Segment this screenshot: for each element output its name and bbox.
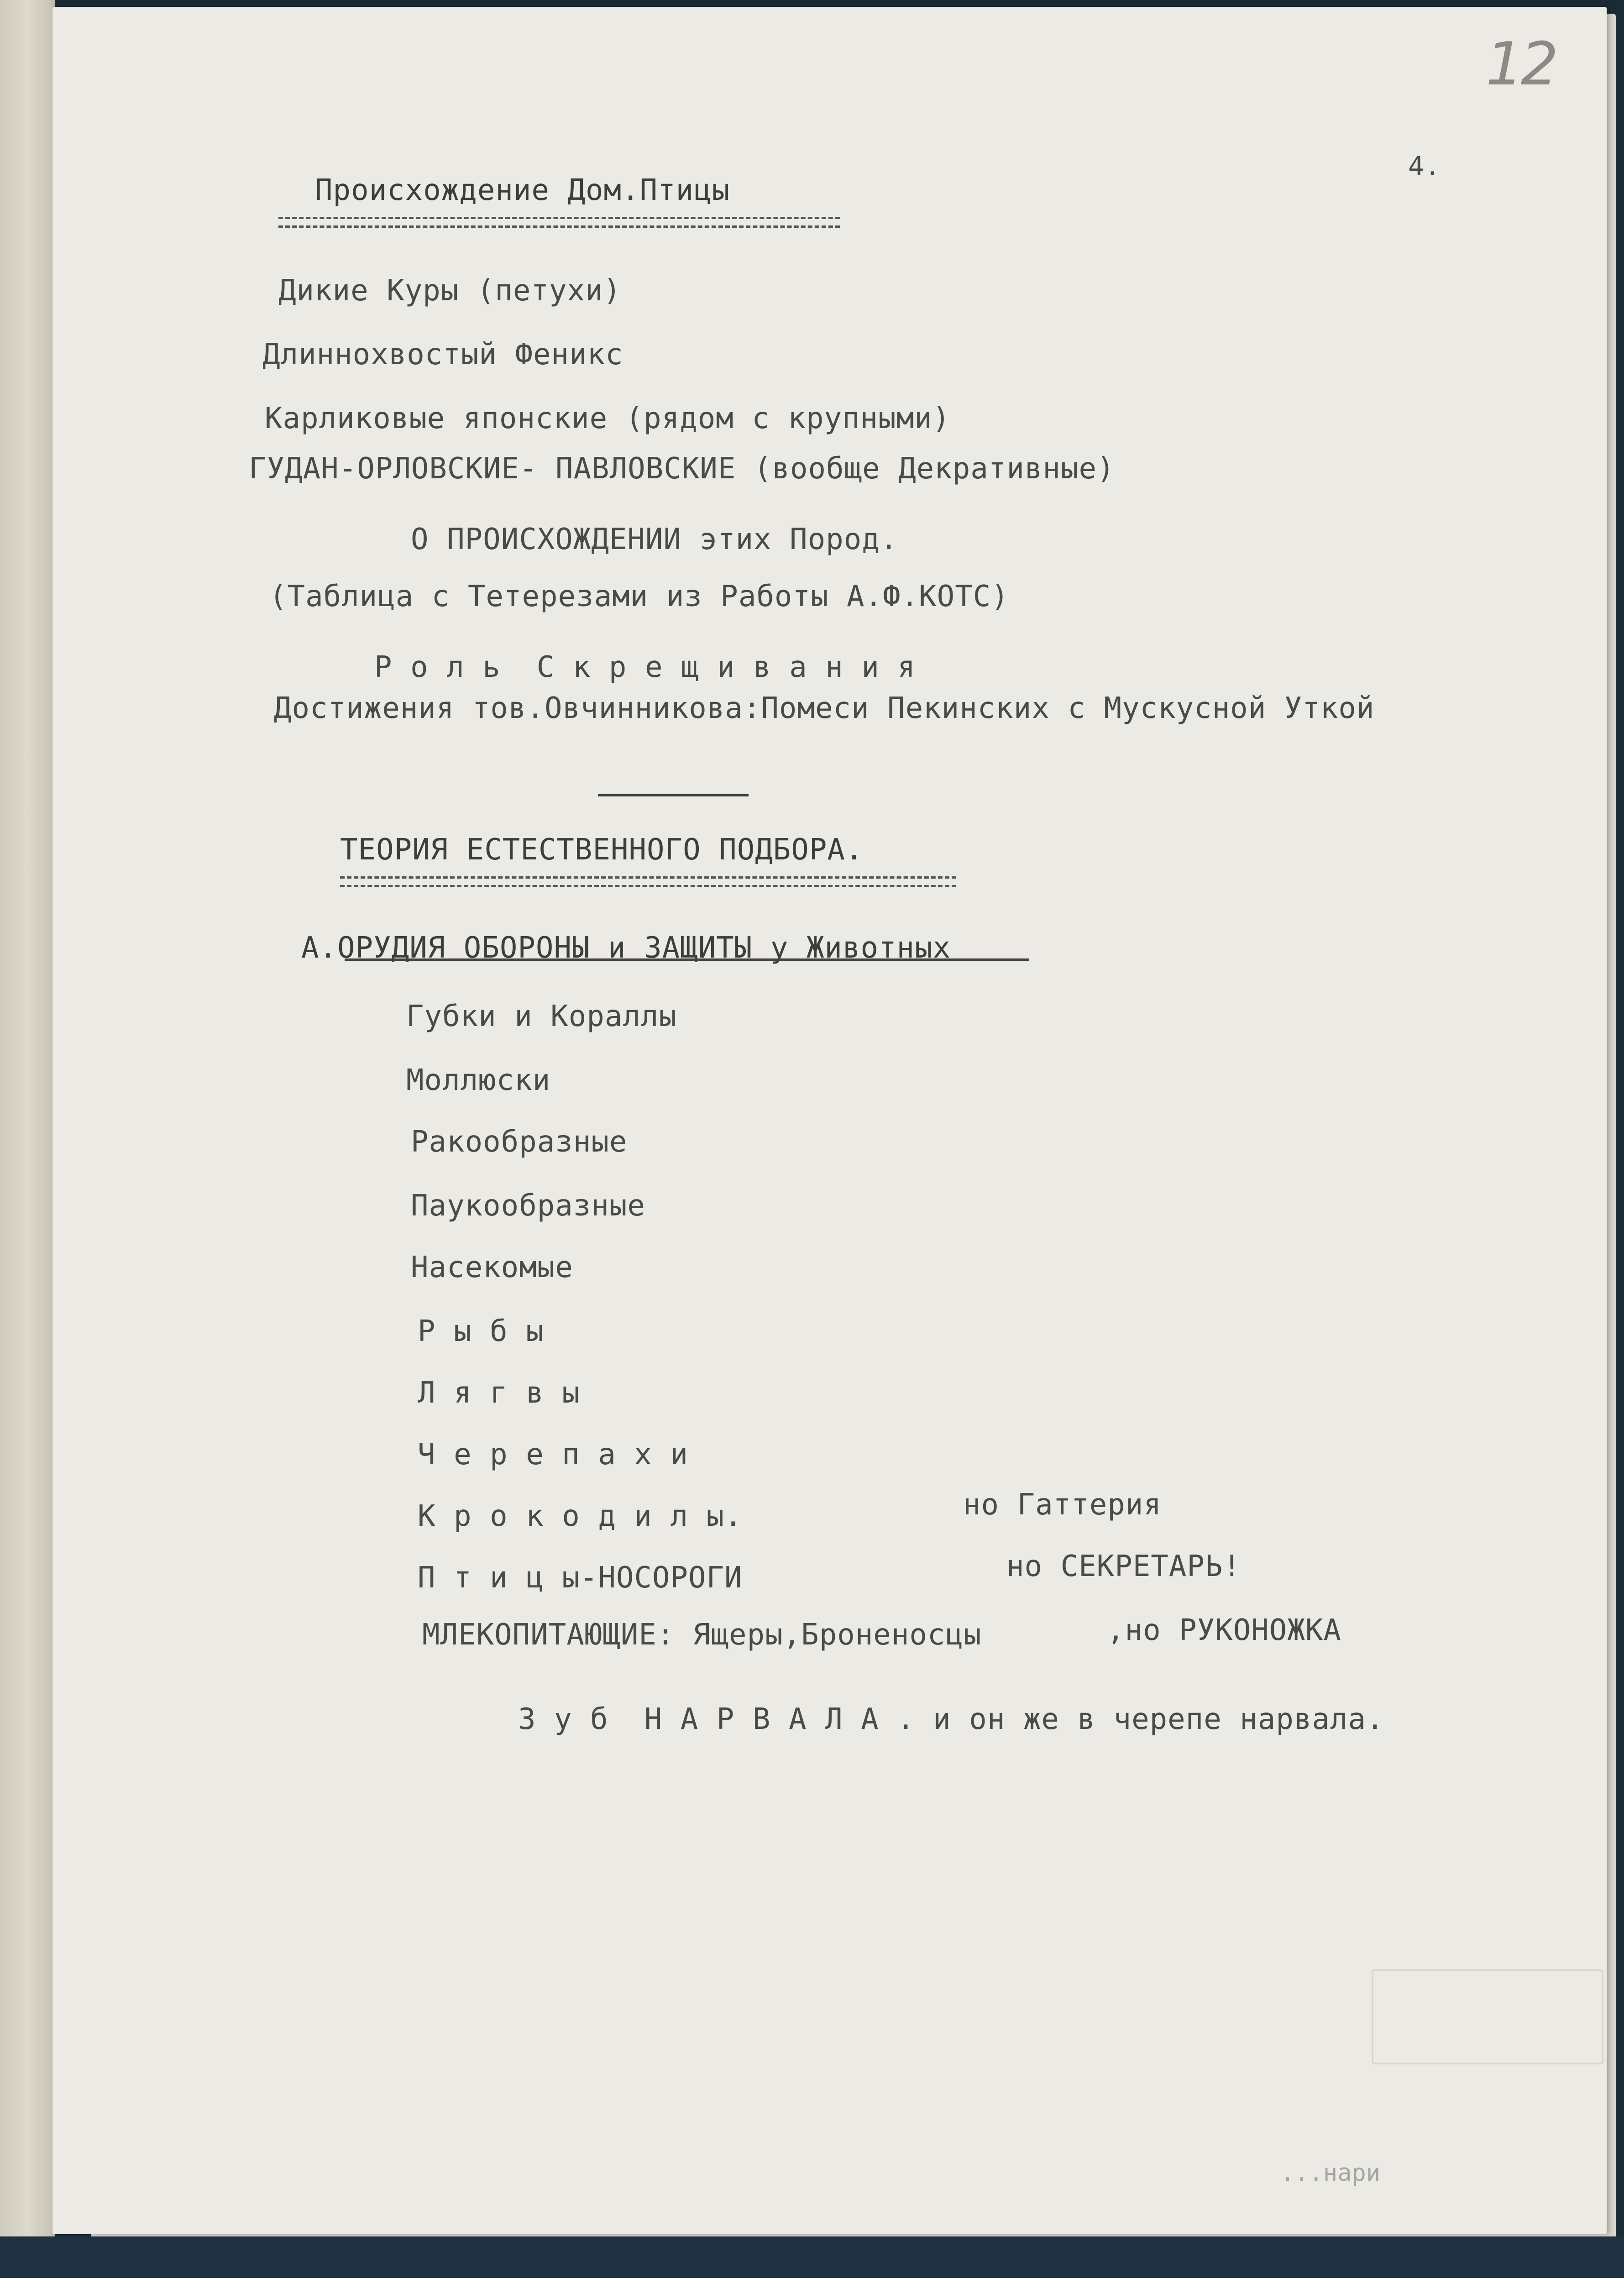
item-arachnids: Паукообразные (411, 1189, 645, 1223)
section2-heading: ТЕОРИЯ ЕСТЕСТВЕННОГО ПОДБОРА. (340, 833, 864, 867)
note-aye-aye: ,но РУКОНОЖКА (1107, 1613, 1341, 1647)
line-long-tailed-phoenix: Длиннохвостый Феникс (262, 338, 623, 372)
closing-narwhal-line: З у б Н А Р В А Л А . и он же в черепе нарвала. (518, 1702, 1384, 1736)
line-ovchinnikov-achievements: Достижения тов.Овчинникова:Помеси Пекинских с Мускусной Уткой (274, 691, 1375, 725)
section1-heading: Происхождение Дом.Птицы (315, 173, 730, 207)
handwritten-page-number: 12 (1486, 29, 1556, 99)
item-mammals: МЛЕКОПИТАЮЩИЕ: Ящеры,Броненосцы (422, 1618, 982, 1652)
line-gudan-orlov-pavlov: ГУДАН-ОРЛОВСКИЕ- ПАВЛОВСКИЕ (вообще Декративные) (249, 452, 1115, 486)
item-crocodiles: К р о к о д и л ы. (418, 1499, 743, 1533)
note-secretary-bird: но СЕКРЕТАРЬ! (1006, 1550, 1241, 1583)
line-wild-chickens: Дикие Куры (петухи) (278, 274, 622, 308)
line-origin-of-breeds: О ПРОИСХОЖДЕНИИ этих Пород. (411, 523, 898, 556)
subheading-defense-organs: А.ОРУДИЯ ОБОРОНЫ и ЗАЩИТЫ у Животных (301, 931, 951, 965)
line-kots-table: (Таблица с Тетерезами из Работы А.Ф.КОТС) (269, 580, 1009, 613)
item-fish: Р ы б ы (418, 1314, 544, 1348)
typewritten-page (52, 7, 1607, 2234)
faint-bleed-through-text: ...нари (1280, 2159, 1381, 2187)
subheading-underline (345, 958, 1029, 961)
faint-archive-stamp (1372, 1969, 1603, 2064)
folder-binding-edge (0, 0, 55, 2278)
line-japanese-bantams: Карликовые японские (рядом с крупными) (265, 402, 951, 435)
item-sponges-corals: Губки и Кораллы (406, 1000, 677, 1033)
item-turtles: Ч е р е п а х и (418, 1438, 688, 1472)
item-frogs: Л я г в ы (418, 1376, 580, 1410)
item-hornbills: П т и ц ы-НОСОРОГИ (418, 1561, 743, 1595)
item-crustaceans: Ракообразные (411, 1125, 628, 1159)
item-mollusks: Моллюски (406, 1063, 551, 1097)
section2-heading-double-underline (340, 876, 956, 887)
note-tuatara: но Гаттерия (963, 1488, 1162, 1522)
scan-background-bottom (0, 2236, 1624, 2278)
section-divider (598, 794, 749, 796)
line-role-of-crossing: Р о л ь С к р е щ и в а н и я (374, 650, 916, 684)
item-insects: Насекомые (411, 1251, 573, 1284)
section1-heading-double-underline (278, 217, 840, 228)
typed-page-number: 4. (1408, 151, 1441, 182)
